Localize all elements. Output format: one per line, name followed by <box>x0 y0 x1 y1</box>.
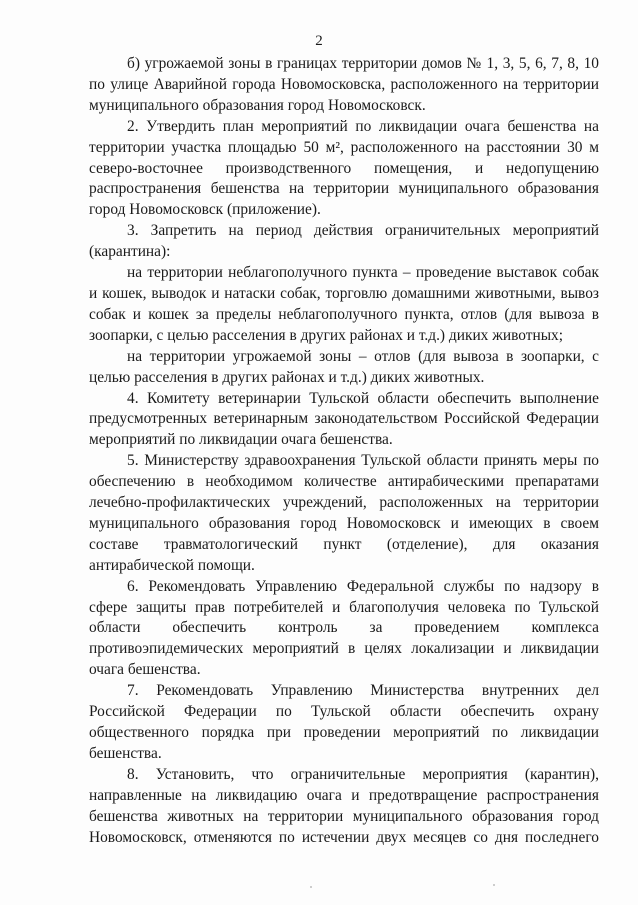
document-body <box>89 54 599 848</box>
paragraph-2-action-plan: 2. Утвердить план мероприятий по ликвидации очага бешенства на территории участка площадью 50 м², расположенного на расстоянии 30 м северо-восточнее производственного помещения, и недопущению распространения бешенства на территории муниципального образования город Новомосковск (приложение). <box>89 117 599 219</box>
paragraph-5-health-ministry: 5. Министерству здравоохранения Тульской области принять меры по обеспечению в необходимом количестве антирабическими препаратами лечебно-профилактических учреждений, расположенных на территории муниципального образования город Новомосковск и имеющих в своем составе травматологический пункт (отделение), для оказания антирабической помощи. <box>89 452 599 574</box>
scan-artifact-dot <box>493 884 495 886</box>
page-number: 2 <box>315 33 323 49</box>
paragraph-1b-threatened-zone: б) угрожаемой зоны в границах территории домов № 1, 3, 5, 6, 7, 8, 10 по улице Аварийной города Новомосковска, расположенного на территории муниципального образования город Новомосковск. <box>89 55 599 114</box>
paragraph-3-unfavorable-point: на территории неблагополучного пункта – проведение выставок собак и кошек, выводок и натаски собак, торговлю домашними животными, вывоз собак и кошек за пределы неблагополучного пункта, отлов (для вывоза в зоопарки, с целью расселения в других районах и т.д.) диких животных; <box>89 264 599 344</box>
paragraph-4-veterinary-committee: 4. Комитету ветеринарии Тульской области обеспечить выполнение предусмотренных ветеринарным законодательством Российской Федерации мероприятий по ликвидации очага бешенства. <box>89 389 599 449</box>
paragraph-3-prohibitions: 3. Запретить на период действия ограничительных мероприятий (карантина): <box>89 222 599 261</box>
scan-artifact-dot <box>310 886 312 888</box>
paragraph-3-threatened-zone: на территории угрожаемой зоны – отлов (для вывоза в зоопарки, с целью расселения в других районах и т.д.) диких животных. <box>89 347 599 386</box>
paragraph-6-consumer-protection: 6. Рекомендовать Управлению Федеральной службы по надзору в сфере защиты прав потребителей и благополучия человека по Тульской области обеспечить контроль за проведением комплекса противоэпидемических мероприятий в целях локализации и ликвидации очага бешенства. <box>89 577 599 679</box>
paragraph-7-internal-affairs: 7. Рекомендовать Управлению Министерства внутренних дел Российской Федерации по Тульской области обеспечить охрану общественного порядка при проведении мероприятий по ликвидации бешенства. <box>89 682 599 762</box>
paragraph-8-quarantine-end: 8. Установить, что ограничительные мероприятия (карантин), направленные на ликвидацию очага и предотвращение распространения бешенства животных на территории муниципального образования город Новомосковск, отменяются по истечении двух месяцев со дня последнего <box>89 765 599 846</box>
